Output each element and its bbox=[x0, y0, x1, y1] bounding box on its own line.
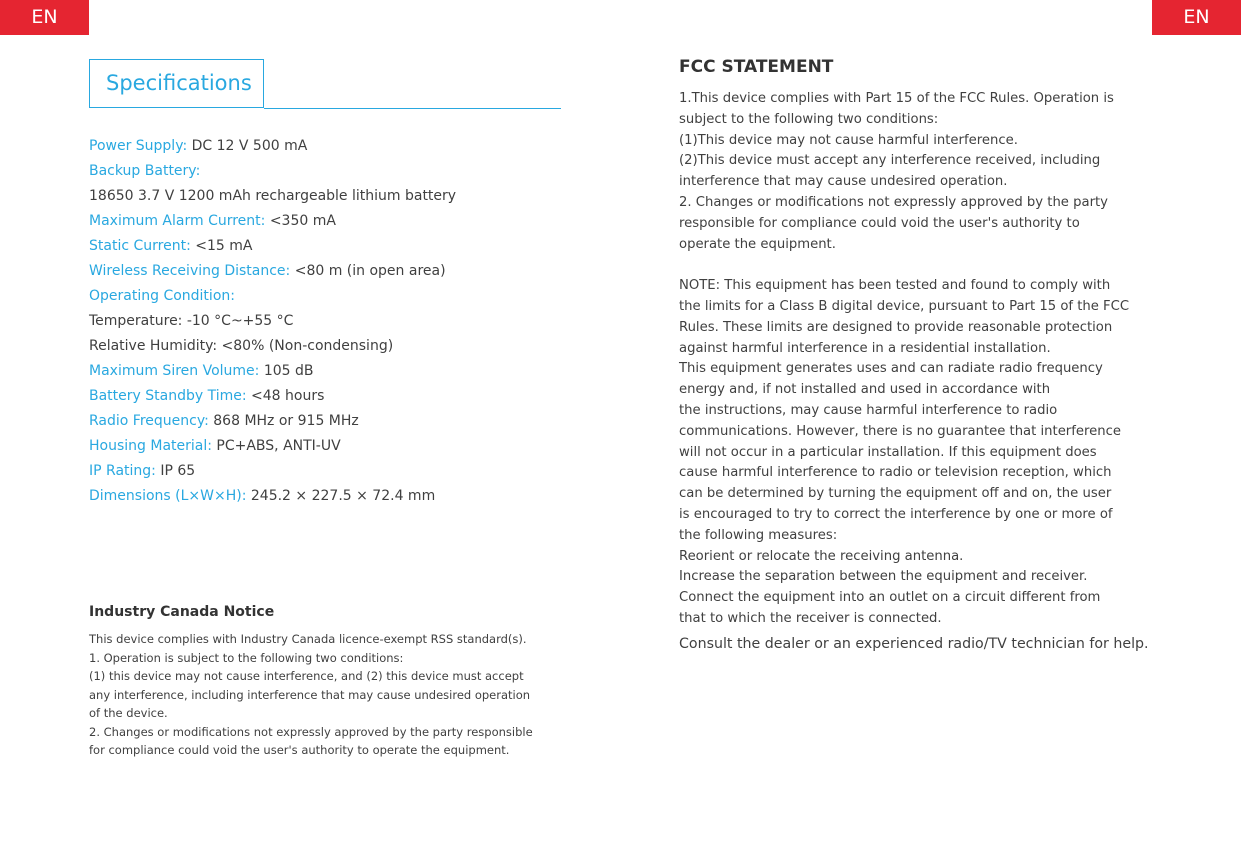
fcc-line: 2. Changes or modifications not expressly approved by the party bbox=[679, 194, 1108, 210]
spec-line bbox=[89, 259, 559, 284]
spec-line bbox=[89, 359, 559, 384]
fcc-line: energy and, if not installed and used in accordance with bbox=[679, 382, 1051, 398]
fcc-line: that to which the receiver is connected. bbox=[679, 610, 942, 626]
fcc-line: Connect the equipment into an outlet on a circuit different from bbox=[679, 590, 1101, 606]
ic-line: (1) this device may not cause interference, and (2) this device must accept bbox=[89, 669, 524, 683]
paragraph-gap bbox=[679, 255, 1159, 276]
ic-line: 2. Changes or modifications not expressly approved by the party responsible bbox=[89, 724, 533, 739]
spec-line bbox=[89, 434, 559, 459]
language-tab-right: EN bbox=[1152, 0, 1241, 35]
industry-canada-body bbox=[89, 630, 559, 760]
fcc-body bbox=[679, 89, 1159, 656]
ic-line: any interference, including interference that may cause undesired operation bbox=[89, 687, 531, 702]
spec-line bbox=[89, 484, 559, 509]
specifications-divider bbox=[264, 108, 561, 109]
spec-line bbox=[89, 284, 559, 309]
fcc-line: This equipment generates uses and can radiate radio frequency bbox=[679, 361, 1103, 377]
spec-key: Housing Material: bbox=[89, 438, 212, 454]
spec-key: Maximum Siren Volume: bbox=[89, 363, 260, 379]
fcc-title: FCC STATEMENT bbox=[679, 57, 834, 77]
spec-key: Backup Battery: bbox=[89, 163, 201, 179]
specifications-title: Specifications bbox=[89, 59, 264, 108]
language-tab-left: EN bbox=[0, 0, 89, 35]
fcc-line: NOTE: This equipment has been tested and found to comply with bbox=[679, 278, 1111, 294]
spec-key: Operating Condition: bbox=[89, 288, 235, 304]
spec-line bbox=[89, 384, 559, 409]
spec-key: Wireless Receiving Distance: bbox=[89, 263, 291, 279]
fcc-line: the instructions, may cause harmful interference to radio bbox=[679, 402, 1058, 418]
fcc-line: 1.This device complies with Part 15 of the FCC Rules. Operation is bbox=[679, 91, 1114, 106]
fcc-line: is encouraged to try to correct the interference by one or more of bbox=[679, 506, 1113, 522]
fcc-line: responsible for compliance could void the user's authority to bbox=[679, 215, 1080, 231]
spec-value: Temperature: -10 °C~+55 °C bbox=[89, 313, 294, 329]
fcc-line: can be determined by turning the equipment off and on, the user bbox=[679, 486, 1112, 502]
spec-value: <15 mA bbox=[190, 238, 253, 254]
spec-key: Power Supply: bbox=[89, 138, 188, 154]
specifications-list bbox=[89, 134, 559, 509]
fcc-closing: Consult the dealer or an experienced radio/TV technician for help. bbox=[679, 635, 1149, 652]
fcc-line: subject to the following two conditions: bbox=[679, 111, 939, 127]
industry-canada-title: Industry Canada Notice bbox=[89, 604, 275, 620]
fcc-line: Rules. These limits are designed to provide reasonable protection bbox=[679, 319, 1113, 335]
spec-line bbox=[89, 209, 559, 234]
ic-line: for compliance could void the user's authority to operate the equipment. bbox=[89, 743, 510, 757]
spec-value: <350 mA bbox=[265, 213, 336, 229]
fcc-line: the following measures: bbox=[679, 527, 838, 543]
fcc-line: interference that may cause undesired operation. bbox=[679, 174, 1008, 190]
fcc-line: will not occur in a particular installation. If this equipment does bbox=[679, 444, 1097, 460]
ic-line: of the device. bbox=[89, 706, 168, 720]
spec-value: 105 dB bbox=[259, 363, 314, 379]
spec-value: IP 65 bbox=[155, 463, 196, 479]
spec-line bbox=[89, 184, 559, 209]
spec-value: Relative Humidity: <80% (Non-condensing) bbox=[89, 338, 394, 354]
spec-key: Static Current: bbox=[89, 238, 191, 254]
spec-value: <48 hours bbox=[246, 388, 325, 404]
spec-key: Radio Frequency: bbox=[89, 413, 209, 429]
fcc-line: cause harmful interference to radio or television reception, which bbox=[679, 465, 1112, 481]
spec-key: Battery Standby Time: bbox=[89, 388, 247, 404]
spec-value: 18650 3.7 V 1200 mAh rechargeable lithium battery bbox=[89, 188, 457, 204]
ic-line: 1. Operation is subject to the following two conditions: bbox=[89, 650, 404, 665]
spec-value: DC 12 V 500 mA bbox=[187, 138, 308, 154]
spec-value: PC+ABS, ANTI-UV bbox=[211, 438, 341, 454]
spec-line bbox=[89, 309, 559, 334]
fcc-line: (2)This device must accept any interference received, including bbox=[679, 153, 1101, 169]
spec-value: 868 MHz or 915 MHz bbox=[208, 413, 359, 429]
spec-key: IP Rating: bbox=[89, 463, 156, 479]
ic-line: This device complies with Industry Canada licence-exempt RSS standard(s). bbox=[89, 632, 527, 646]
fcc-line: the limits for a Class B digital device, pursuant to Part 15 of the FCC bbox=[679, 298, 1130, 314]
spec-key: Maximum Alarm Current: bbox=[89, 213, 266, 229]
spec-value: 245.2 × 227.5 × 72.4 mm bbox=[246, 488, 436, 504]
spec-line bbox=[89, 409, 559, 434]
spec-key: Dimensions (L×W×H): bbox=[89, 488, 247, 504]
fcc-line: operate the equipment. bbox=[679, 236, 836, 252]
spec-line bbox=[89, 234, 559, 259]
spec-value: <80 m (in open area) bbox=[290, 263, 446, 279]
spec-line bbox=[89, 459, 559, 484]
fcc-line: Reorient or relocate the receiving antenna. bbox=[679, 548, 964, 564]
spec-line bbox=[89, 159, 559, 184]
spec-line bbox=[89, 134, 559, 159]
fcc-line: communications. However, there is no guarantee that interference bbox=[679, 423, 1121, 439]
fcc-line: (1)This device may not cause harmful interference. bbox=[679, 132, 1018, 148]
fcc-line: against harmful interference in a residential installation. bbox=[679, 340, 1051, 356]
fcc-line: Increase the separation between the equipment and receiver. bbox=[679, 569, 1088, 585]
spec-line bbox=[89, 334, 559, 359]
